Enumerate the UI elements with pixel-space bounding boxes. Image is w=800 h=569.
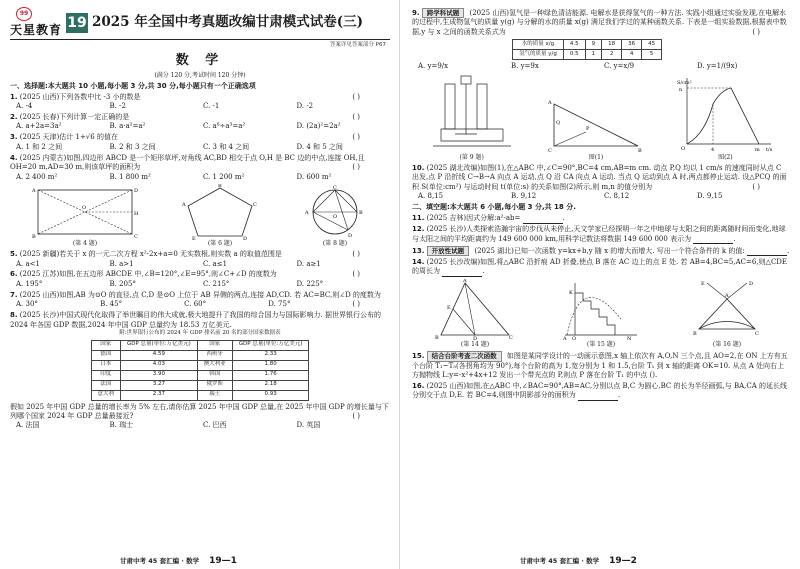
svg-text:N: N [627,335,632,341]
question-3 [10,133,390,152]
question-6 [10,270,390,289]
svg-text:n: n [679,86,683,93]
question-number: 9. [412,8,420,17]
table-cell: 4.5 [563,40,585,50]
option-b: B. 45° [100,300,123,309]
figure-fold [435,279,515,349]
table-row [513,50,662,60]
svg-text:A: A [547,99,552,106]
option-c: C. 60° [184,300,207,309]
answer-blank[interactable] [578,394,618,401]
figure-graph-2 [675,74,775,162]
svg-text:t/s: t/s [766,146,773,153]
svg-text:B: B [218,184,222,190]
figure-caption: 图(1) [588,153,604,161]
footer-left [120,555,237,567]
footer-book: 甘肃中考 45 套汇编 · 数学 [520,556,600,565]
option-b: B. y=9x [511,62,539,71]
question-number: 14. [412,257,425,266]
answer-paren: ( ) [352,250,360,259]
options [10,102,390,111]
figure-triangle-1 [546,94,646,162]
question-15 [412,351,790,381]
table-cell: 36 [622,40,642,50]
svg-text:A: A [463,278,467,284]
option-a: A. -4 [16,102,33,111]
figure-caption: (第 6 题) [207,240,233,248]
table-header: 国家 [91,340,121,350]
question-text: (2025 山西)下列各数中比 -3 小的数是 [19,92,141,101]
table-header: GDP 总量(单位:万亿美元) [121,340,198,350]
subject-title: 数 学 [175,53,225,68]
question-10 [412,164,790,202]
svg-text:B: B [637,147,642,154]
answer-reference: 答案详见答案部分 P67 [329,41,386,48]
svg-text:O: O [333,214,338,221]
options [412,192,790,201]
option-c: C. a≤1 [203,259,228,268]
electrolysis-apparatus [427,74,517,154]
section-heading: 一、选择题:本大题共 10 小题,每小题 3 分,共 30 分,每小题只有一个正确选项 [10,81,256,90]
table-cell: 意大利 [91,390,121,400]
answer-blank[interactable] [693,237,733,244]
figures-row-left [10,184,390,248]
table-cell: 9 [585,40,602,50]
figures-row-right [412,74,790,162]
question-text: (2025 长沙改编)如图,将△ABC 沿折痕 AD 折叠,使点 B 落在 AC 边上的点 E 处. 若 AB=4,BC=5,AC=6,则△CDE 的周长为 [412,257,788,276]
option-c: C. 215° [203,279,230,288]
option-a: A. 195° [16,279,43,288]
table-cell: 4.59 [121,350,198,360]
question-16: 16. (2025 山西)如图,在△ABC 中,∠BAC=90°,AB=AC,分别以点 B,C 为圆心,BC 的长为半径画弧,与 BA,CA 的延长线分别交于点 D,E. 若 BC=4,则图中阴影部分的面积为 . [412,382,788,400]
table-cell: 氢气的质量 y/g [513,50,564,60]
table-header-row [91,340,309,350]
question-number: 15. [412,351,425,360]
figure-rectangle [30,184,140,248]
figure-electrolysis [427,74,517,162]
option-c: C. 1 200 m² [203,172,245,181]
table-row [513,40,662,50]
question-text-tail: 假如 2025 年中国 GDP 总量的增长率为 5% 左右,请你估算 2025 年中国 GDP 总量,在 2025 年中国 GDP 的增长量与下列哪个国家 2024 年 GDP 总量最接近? [10,402,389,420]
option-d: D. 9,15 [697,191,723,200]
svg-text:S/cm²: S/cm² [677,79,692,86]
footer-right [520,555,637,567]
options [10,280,390,289]
gdp-table [91,340,310,401]
option-b: B. 205° [109,279,136,288]
table-cell: 4.03 [121,360,198,370]
question-text: (2025 长春)下列计算一定正确的是 [19,112,130,121]
answer-paren: ( ) [752,27,760,36]
svg-text:C: C [755,330,759,337]
fold-triangle-diagram [435,279,515,341]
option-a: A. 法国 [16,421,40,430]
question-number: 7. [10,290,18,299]
table-cell: 韩国 [197,370,232,380]
option-d: D. 225° [296,279,324,288]
exam-meta: (满分 120 分,考试时间 120 分钟) [154,71,246,79]
page-number: 19—2 [609,555,637,566]
svg-text:A: A [305,210,309,217]
question-14: 14. (2025 长沙改编)如图,将△ABC 沿折痕 AD 折叠,使点 B 落在 AC 边上的点 E 处. 若 AB=4,BC=5,AC=6,则△CDE 的周长为 . [412,257,788,276]
area-time-graph [675,74,775,154]
table-cell: 1.80 [232,360,309,370]
answer-paren: ( ) [352,133,360,142]
table-cell: 3.90 [121,370,198,380]
question-number: 5. [10,250,18,259]
option-d: D. 英国 [296,421,321,430]
question-text: (2025 长沙)人类探索浩瀚宇宙的步伐从未停止,天文学家已经探明一年之中地球与太阳之间的距离随时间而变化,地球与太阳之间的平均距离约为 149 600 000 km,用科学记数法将数据 149 600 000 表示为 [412,225,786,243]
table-cell: 5 [642,50,662,60]
table-cell: 俄罗斯 [197,380,232,390]
question-number: 10. [412,163,425,172]
options [10,143,390,152]
question-9 [412,8,790,72]
table-cell: 4 [622,50,642,60]
publisher-logo [10,7,66,39]
table-cell: 0.93 [232,390,309,400]
figure-arcs [687,279,767,349]
table-row [91,370,309,380]
option-c: C. 3 和 4 之间 [203,142,250,151]
table-cell: 1.76 [232,370,309,380]
option-c: C. a⁶÷a³=a² [203,122,246,131]
svg-text:O: O [82,205,87,212]
section-heading: 二、填空题:本大题共 6 小题,每小题 3 分,共 18 分. [412,203,576,212]
svg-text:E: E [701,280,705,287]
table-cell: 日本 [91,360,121,370]
option-a: A. y=9/x [418,62,449,71]
question-text: (2025 山西)如图,AB 为⊙O 的直径,点 C,D 是⊙O 上位于 AB 异侧的两点,连接 AD,CD. 若 AC=BC,则∠D 的度数为 [19,290,381,299]
answer-paren: ( ) [352,92,360,101]
question-number: 16. [412,382,425,391]
question-number: 4. [10,153,18,162]
options [10,122,390,131]
svg-text:P: P [585,125,590,132]
question-number: 12. [412,225,425,234]
option-c: C. 8,12 [604,191,630,200]
table-cell: 3.27 [121,380,198,390]
question-8 [10,311,390,431]
svg-text:B: B [693,330,697,337]
svg-text:D: D [348,233,353,240]
question-4 [10,154,390,182]
svg-text:Q: Q [555,119,561,126]
option-b: B. a>1 [109,259,134,268]
table-header: 国家 [197,340,232,350]
question-text: 如图是某同学设计的一动画示意图,x 轴上依次有 A,O,N 三个点,且 AO=2,在 ON 上方有五个台阶 T₁~T₅(各拐角均为 90°),每个台阶的高为 1,宽分别为 1 和 1.5,台阶 T₁ 到 x 轴的距离 OK=10. 从点 A 处向右上方抛物线 L:y=-x²+4x+12 发出一个带光点的 P,则点 P 落在台阶 T₁ 的中点 (). [412,351,788,380]
svg-text:E: E [447,304,451,311]
question-number: 2. [10,112,18,121]
brand-name: 天星教育 [10,22,63,37]
answer-paren: ( ) [352,411,360,420]
svg-text:B: B [359,210,363,217]
figure-caption: (第 9 题) [459,153,484,161]
option-b: B. 瑞士 [109,421,134,430]
question-text: (2025 吉林)因式分解:a²-ab= [426,214,521,223]
circle-diagram [300,184,370,240]
option-b: B. 2 和 3 之间 [109,142,156,151]
figure-caption: (第 16 题) [712,340,742,348]
option-d: D. y=1/(9x) [697,62,738,71]
triangle-diagram [546,94,646,154]
figure-caption: (第 8 题) [322,240,348,248]
right-page [400,0,800,569]
svg-text:m: m [755,146,761,153]
pentagon-diagram [180,184,260,240]
table-cell: 18 [602,40,622,50]
figure-caption: (第 15 题) [586,340,616,348]
answer-paren: ( ) [352,270,360,279]
option-c: C. y=x/9 [604,62,635,71]
options [10,173,390,182]
footer-book: 甘肃中考 45 套汇编 · 数学 [120,556,200,565]
option-b: B. 1 800 m² [109,172,151,181]
table-cell: 德国 [91,350,121,360]
svg-text:B: B [435,334,439,341]
svg-text:C: C [547,147,552,154]
table-cell: 0.5 [563,50,585,60]
steps-parabola-diagram [561,279,641,341]
options [412,62,790,71]
svg-text:A: A [32,188,36,195]
table-cell: 2.37 [121,390,198,400]
exam-title: 2025 年全国中考真题改编甘肃模式试卷(三) [92,14,364,31]
table-cell: 2 [602,50,622,60]
answer-paren: ( ) [352,112,360,121]
answer-blank[interactable] [747,249,787,256]
rectangle-diagram [30,184,140,240]
exam-number: 19 [67,14,87,31]
options [10,421,390,430]
option-c: C. 巴西 [203,421,227,430]
svg-text:E: E [192,236,196,241]
figures-row-right-2 [412,279,790,349]
option-d: D. 75° [268,300,291,309]
options [10,260,390,269]
table-cell: 瑞士 [197,390,232,400]
svg-text:O: O [681,145,686,152]
table-cell: 澳大利亚 [197,360,232,370]
option-d: D. a≥1 [296,259,321,268]
table-cell: 西班牙 [197,350,232,360]
table-cell: 水的质量 x/g [513,40,564,50]
question-number: 1. [10,92,18,101]
question-text: (2025 新疆)若关于 x 的一元二次方程 x²-2x+a=0 无实数根,则实数 a 的取值范围是 [19,250,282,259]
exam-header [10,6,390,48]
table-cell: 45 [642,40,662,50]
water-hydrogen-table [512,39,662,60]
question-7 [10,291,390,310]
question-number: 11. [412,214,425,223]
logo-badge: 99 [16,7,32,21]
svg-text:4: 4 [711,146,715,153]
option-c: C. -1 [203,102,220,111]
svg-text:A: A [182,202,186,209]
svg-text:K: K [569,289,573,296]
figure-caption: 图(2) [718,153,733,161]
svg-text:B: B [32,234,36,241]
svg-text:D: D [243,236,248,241]
options [10,300,352,309]
table-cell: 印度 [91,370,121,380]
table-cell: 1 [585,50,602,60]
question-number: 3. [10,133,18,142]
question-12: 12. (2025 长沙)人类探索浩瀚宇宙的步伐从未停止,天文学家已经探明一年之中地球与太阳之间的距离随时间而变化,地球与太阳之间的平均距离约为 149 600 000 km,用科学记数法将数据 149 600 000 表示为 . [412,225,786,243]
question-text: (2025 江苏)如图,在五边形 ABCDE 中,∠B=120°,∠E=95°,则∠C+∠D 的度数为 [19,270,277,279]
question-13: 13. 开放性试题 (2025 湖北)已知一次函数 y=kx+b,y 随 x 的增大而增大. 写出一个符合条件的 k 的值: . [412,246,790,255]
table-cell: 2.18 [232,380,309,390]
question-text: (2025 山西)氢气是一种绿色清洁能源. 电解水是获得氢气的一种方法. 实践小组通过实验发现,在电解水的过程中,生成物氢气的质量 y(g) 与分解的水的质量 x(g) 满足我们学过的某种函数关系. 下表是一组实验数据,根据表中数据,y 与 x 之间的函数关系式为 [412,8,787,36]
question-2 [10,113,390,132]
question-text: (2025 长沙)中国式现代化取得了举世瞩目的伟大成就,极大地提升了我国的综合国力与国际影响力. 据世界银行公布的 2024 年各国 GDP 数据,2024 年中国 GDP 总量约为 18.53 万亿美元. [10,311,381,329]
option-d: D. -2 [296,102,314,111]
option-a: A. 30° [16,300,38,309]
figure-circle [300,184,370,248]
question-text: (2025 湖北)已知一次函数 y=kx+b,y 随 x 的增大而增大. 写出一个符合条件的 k 的值: [474,246,745,255]
svg-text:C: C [509,334,513,341]
answer-paren: ( ) [752,182,760,191]
question-text: (2025 山西)如图,在△ABC 中,∠BAC=90°,AB=AC,分别以点 B,C 为圆心,BC 的长为半径画弧,与 BA,CA 的延长线分别交于点 D,E. 若 BC=4,则图中阴影部分的面积为 [412,382,788,400]
answer-paren: ( ) [352,163,360,172]
question-tag: 结合台阶考查二次函数 [427,351,502,362]
question-number: 13. [412,246,425,255]
question-text: (2025 天津)估计 1+√6 的值在 [19,133,118,142]
svg-text:D: D [749,280,754,287]
question-tag: 开放性试题 [427,246,470,257]
option-d: D. (2a)²=2a² [296,122,341,131]
table-caption: 附:世界银行公布的 2024 年 GDP 排名前 20 名的部分国家数据表 [119,330,281,337]
question-1 [10,93,390,112]
figure-caption: (第 14 题) [460,340,490,348]
svg-text:O: O [572,335,577,341]
table-cell: 2.33 [232,350,309,360]
figure-steps [561,279,641,349]
svg-text:C: C [333,185,337,192]
option-a: A. 8,15 [418,191,444,200]
answer-blank[interactable] [442,270,482,277]
svg-text:D: D [473,335,478,341]
question-tag: 跨学科试题 [422,8,465,19]
option-a: A. 2 400 m² [16,172,58,181]
page-number: 19—1 [209,555,237,566]
table-row [91,360,309,370]
option-b: B. 9,12 [511,191,537,200]
answer-paren: ( ) [352,300,360,309]
figure-pentagon [180,184,260,248]
svg-text:D: D [134,188,139,195]
svg-text:C: C [134,234,138,241]
table-row [91,350,309,360]
question-number: 8. [10,311,18,320]
question-text: (2025 内蒙古)如图,四边形 ABCD 是一个矩形草坪,对角线 AC,BD 相交于点 O,H 是 BC 边的中点,连接 OH,且 OH=20 m,AD=30 m,则该草坪的面积为 [10,153,365,172]
option-a: A. a<1 [16,259,40,268]
option-b: B. -2 [109,102,126,111]
arcs-shaded-diagram [687,279,767,341]
answer-blank[interactable] [523,217,563,224]
option-d: D. 4 和 5 之间 [296,142,343,151]
figure-caption: (第 4 题) [72,240,98,248]
table-row [91,390,309,400]
option-d: D. 600 m² [296,172,332,181]
table-row [91,380,309,390]
svg-text:A: A [725,292,729,299]
svg-text:A: A [563,335,567,341]
option-a: A. 1 和 2 之间 [16,142,63,151]
option-a: A. a+2a=3a² [16,122,62,131]
question-11: 11. (2025 吉林)因式分解:a²-ab= . [412,214,565,223]
svg-text:H: H [134,211,139,218]
svg-text:C: C [253,202,257,209]
table-cell: 法国 [91,380,121,390]
question-number: 6. [10,270,18,279]
question-5 [10,250,390,269]
option-b: B. a·a²=a² [109,122,146,131]
table-header: GDP 总量(单位:万亿美元) [232,340,309,350]
question-text: (2025 湖北改编)如图(1),在△ABC 中,∠C=90°,BC=4 cm,AB=m cm. 动点 P,Q 均以 1 cm/s 的速度同时从点 C 出发,点 P 沿折线 C→B→A 向点 A 运动,点 Q 沿 CA 向点 A 运动. 当点 Q 运动到点 A 时,两点都停止运动. 设△PCQ 的面积 S(单位:cm²) 与运动时间 t(单位:s) 的关系如图(2)所示,则 m,n 的值分别为 [412,163,787,191]
